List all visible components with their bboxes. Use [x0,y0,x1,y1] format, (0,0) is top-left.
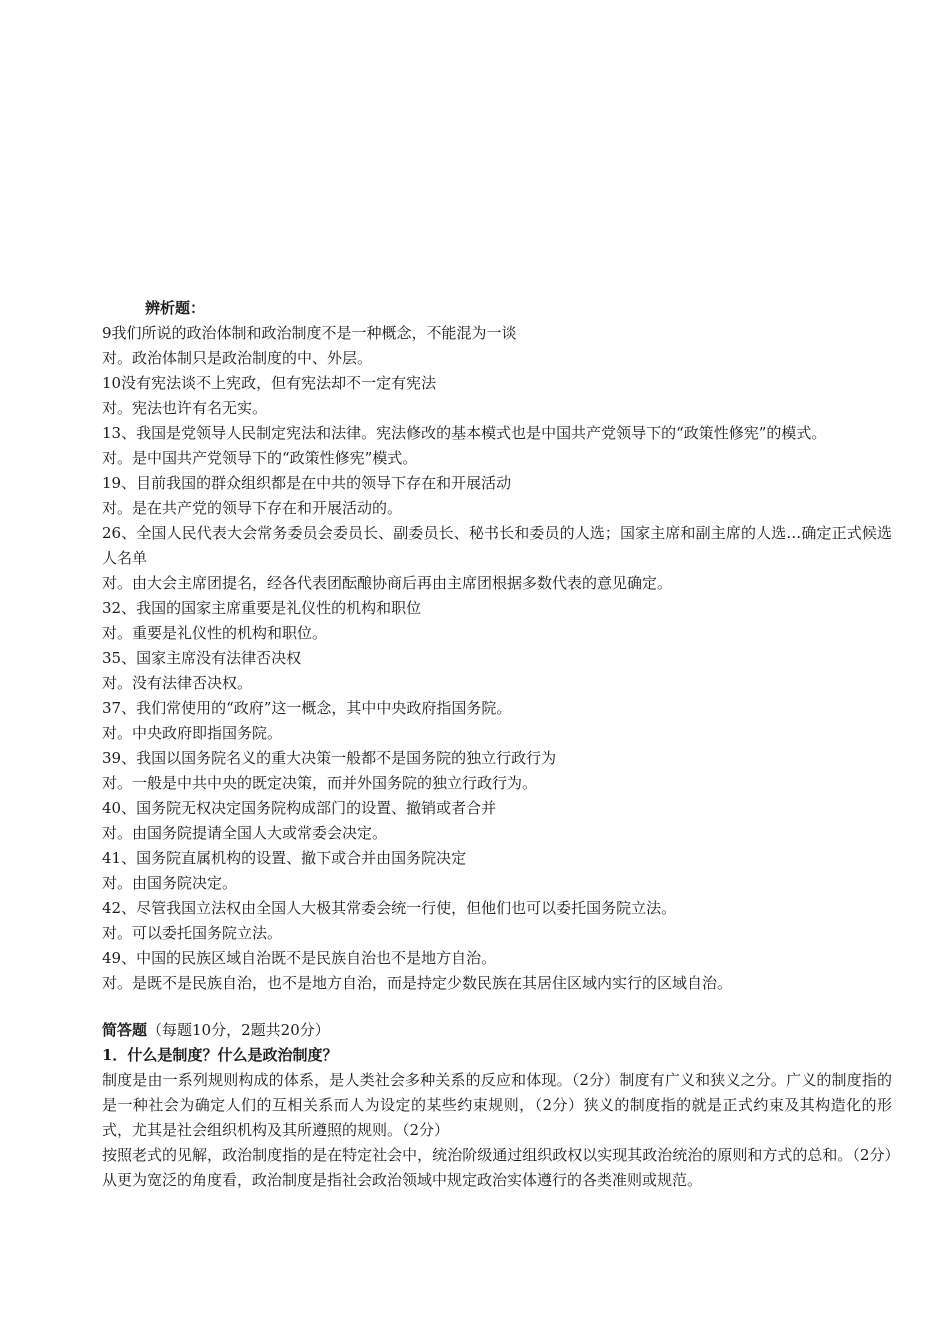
question-text: 26、全国人民代表大会常务委员会委员长、副委员长、秘书长和委员的人选；国家主席和副主席的人选…确定正式候选人名单 [102,524,892,567]
item-49 [102,946,892,996]
question-text: 10没有宪法谈不上宪政，但有宪法却不一定有宪法 [102,374,437,392]
answer-text: 对。政治体制只是政治制度的中、外层。 [102,349,373,367]
answer-text: 对。一般是中共中央的既定决策，而并外国务院的独立行政行为。 [102,774,538,792]
short-answer-note: （每题10分，2题共20分） [147,1021,330,1039]
answer-text: 对。没有法律否决权。 [102,674,253,692]
answer-text: 对。由国务院决定。 [102,874,238,892]
item-26 [102,521,892,596]
question-text: 13、我国是党领导人民制定宪法和法律。宪法修改的基本模式也是中国共产党领导下的“政策性修宪”的模式。 [102,424,827,442]
question-text: 9我们所说的政治体制和政治制度不是一种概念，不能混为一谈 [102,324,517,342]
question-text: 32、我国的国家主席重要是礼仪性的机构和职位 [102,599,422,617]
section-gap [102,996,892,1018]
item-42 [102,896,892,946]
section-heading: 辨析题： [145,299,206,317]
answer-text: 对。可以委托国务院立法。 [102,924,283,942]
short-answer-question: 1．什么是制度？什么是政治制度？ [102,1046,338,1064]
item-32 [102,596,892,646]
answer-paragraph: 按照老式的见解，政治制度指的是在特定社会中，统治阶级通过组织政权以实现其政治统治的原则和方式的总和。（2分）从更为宽泛的角度看，政治制度是指社会政治领域中规定政治实体遵行的各类准则或规范。 [102,1146,892,1189]
answer-text: 对。由大会主席团提名，经各代表团酝酿协商后再由主席团根据多数代表的意见确定。 [102,574,673,592]
answer-text: 对。重要是礼仪性的机构和职位。 [102,624,328,642]
answer-text: 对。宪法也许有名无实。 [102,399,268,417]
question-text: 37、我们常使用的“政府”这一概念，其中中央政府指国务院。 [102,699,512,717]
item-37 [102,696,892,746]
item-39 [102,746,892,796]
item-19 [102,471,892,521]
question-text: 49、中国的民族区域自治既不是民族自治也不是地方自治。 [102,949,497,967]
question-text: 39、我国以国务院名义的重大决策一般都不是国务院的独立行政行为 [102,749,557,767]
answer-text: 对。是在共产党的领导下存在和开展活动的。 [102,499,403,517]
item-9 [102,321,892,371]
short-answer-title: 简答题 [102,1021,148,1039]
answer-text: 对。是既不是民族自治，也不是地方自治，而是持定少数民族在其居住区域内实行的区域自治。 [102,974,733,992]
question-text: 19、目前我国的群众组织都是在中共的领导下存在和开展活动 [102,474,512,492]
answer-text: 对。是中国共产党领导下的“政策性修宪”模式。 [102,449,418,467]
question-text: 42、尽管我国立法权由全国人大极其常委会统一行使，但他们也可以委托国务院立法。 [102,899,677,917]
item-40 [102,796,892,846]
document-page [102,296,892,1193]
answer-text: 对。由国务院提请全国人大或常委会决定。 [102,824,388,842]
item-13 [102,421,892,471]
item-10 [102,371,892,421]
question-text: 41、国务院直属机构的设置、撤下或合并由国务院决定 [102,849,467,867]
answer-text: 对。中央政府即指国务院。 [102,724,283,742]
short-answer-heading [102,1018,892,1043]
item-35 [102,646,892,696]
question-text: 40、国务院无权决定国务院构成部门的设置、撤销或者合并 [102,799,497,817]
answer-paragraph: 制度是由一系列规则构成的体系，是人类社会多种关系的反应和体现。（2分）制度有广义和狭义之分。广义的制度指的是一种社会为确定人们的互相关系而人为设定的某些约束规则，（2分）狭义的制度指的就是正式约束及其构造化的形式，尤其是社会组织机构及其所遵照的规则。（2分） [102,1071,892,1139]
item-41 [102,846,892,896]
question-text: 35、国家主席没有法律否决权 [102,649,302,667]
